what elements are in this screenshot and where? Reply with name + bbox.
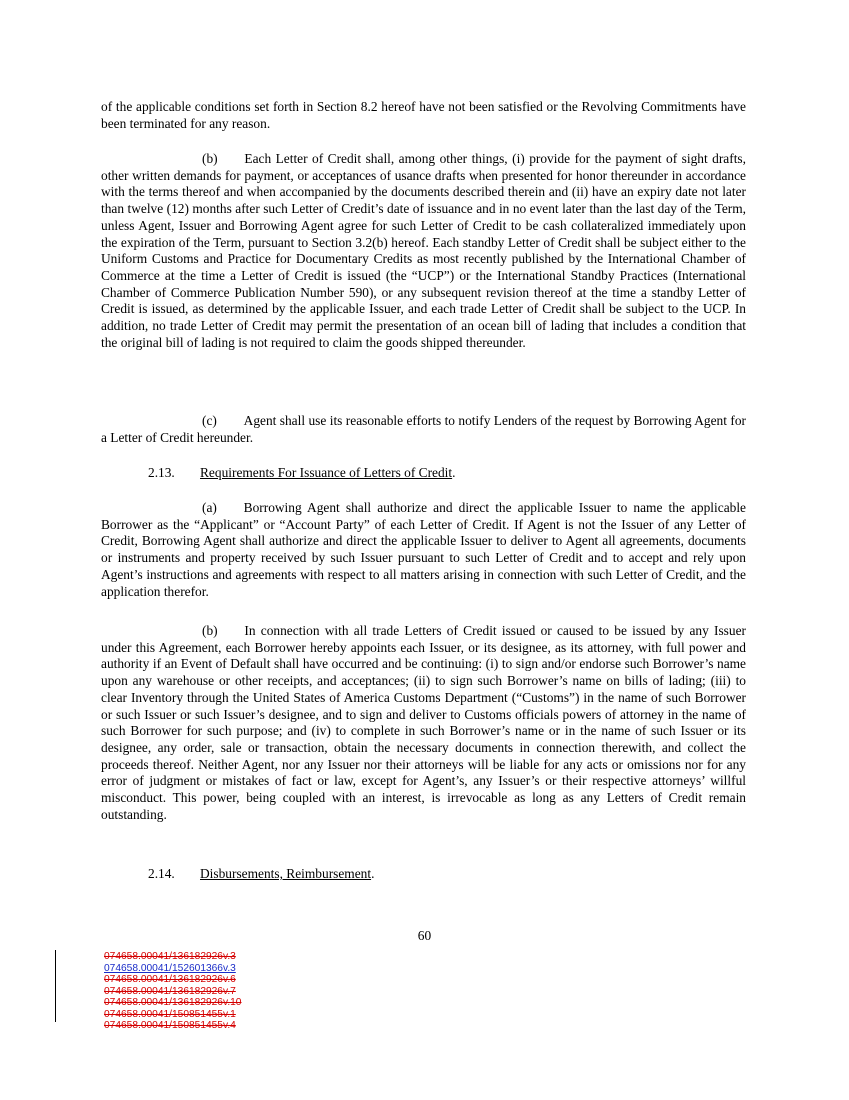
section-heading-2-14 [148, 866, 374, 883]
section-number: 2.14. [148, 866, 175, 881]
paragraph-2-12-b: (b) Each Letter of Credit shall, among other things, (i) provide for the payment of sight drafts, other written demands for payment, or acceptances of usance drafts when presented for honor thereunder in accordance with the terms thereof and when accompanied by the documents described therein and (ii) have an expiry date not later than twelve (12) months after such Letter of Credit’s date of issuance and in no event later than the last day of the Term, unless Agent, Issuer and Borrowing Agent agree for such Letter of Credit to be cash collateralized immediately upon the expiration of the Term, pursuant to Section 3.2(b) hereof. Each standby Letter of Credit shall be subject either to the Uniform Customs and Practice for Documentary Credits as most recently published by the International Chamber of Commerce at the time a Letter of Credit is issued (the “UCP”) or the International Standby Practices (International Chamber of Commerce Publication Number 590), or any subsequent revision thereof at the time a standby Letter of Credit is issued, as determined by the applicable Issuer, and each trade Letter of Credit shall be subject to the UCP. In addition, no trade Letter of Credit may permit the presentation of an ocean bill of lading that includes a condition that the original bill of lading is not required to claim the goods shipped thereunder. [101, 151, 746, 350]
section-title: Disbursements, Reimbursement [200, 866, 372, 881]
document-id-deleted: 074658.00041/136182926v.7 [104, 985, 236, 997]
section-title-suffix: . [371, 866, 375, 881]
document-id-deleted: 074658.00041/150851455v.1 [104, 1008, 236, 1020]
section-heading-2-13 [148, 465, 455, 482]
document-id-list [104, 951, 241, 1032]
document-id-current: 074658.00041/152601366v.3 [104, 962, 236, 974]
paragraph-2-12-c: (c) Agent shall use its reasonable efforts to notify Lenders of the request by Borrowing Agent for a Letter of Credit hereunder. [101, 413, 746, 445]
revision-bar [55, 950, 56, 1022]
document-id-deleted: 074658.00041/136182926v.3 [104, 951, 236, 962]
section-number: 2.13. [148, 465, 175, 480]
paragraph-2-13-b: (b) In connection with all trade Letters of Credit issued or caused to be issued by any Issuer under this Agreement, each Borrower hereby appoints each Issuer, or its designee, as its attorney, with full power and authority if an Event of Default shall have occurred and be continuing: (i) to sign and/or endorse such Borrower’s name upon any warehouse or other receipts, and acceptances; (ii) to sign such Borrower’s name on bills of lading; (iii) to clear Inventory through the United States of America Customs Department (“Customs”) in the name of such Borrower or such Issuer or such Issuer’s designee, and to sign and deliver to Customs officials powers of attorney in the name of such Borrower for such purpose; and (iv) to complete in such Borrower’s name or in the name of such Issuer or its designee, any order, sale or transaction, obtain the necessary documents in connection therewith, and collect the proceeds thereof. Neither Agent, nor any Issuer nor their attorneys will be liable for any acts or omissions nor for any error of judgment or mistakes of fact or law, except for Agent’s, any Issuer’s or their respective attorneys’ willful misconduct. This power, being coupled with an interest, is irrevocable as long as any Letters of Credit remain outstanding. [101, 623, 746, 822]
paragraph-continuation: of the applicable conditions set forth in Section 8.2 hereof have not been satisfied or the Revolving Commitments have been terminated for any reason. [101, 99, 746, 131]
document-id-deleted: 074658.00041/136182926v.10 [104, 997, 242, 1008]
document-id-deleted: 074658.00041/150851455v.4 [104, 1020, 236, 1031]
paragraph-2-13-a: (a) Borrowing Agent shall authorize and direct the applicable Issuer to name the applicable Borrower as the “Applicant” or “Account Party” of each Letter of Credit. If Agent is not the Issuer of any Letter of Credit, Borrowing Agent shall authorize and direct the applicable Issuer to deliver to Agent all agreements, documents or instruments and property received by such Issuer pursuant to such Letter of Credit and to accept and rely upon Agent’s instructions and agreements with respect to all matters arising in connection with such Letter of Credit, and the application therefor. [101, 500, 746, 599]
page-number: 60 [417, 928, 432, 943]
document-id-deleted: 074658.00041/136182926v.6 [104, 974, 236, 985]
section-title: Requirements For Issuance of Letters of Credit [200, 465, 453, 480]
section-title-suffix: . [452, 465, 456, 480]
